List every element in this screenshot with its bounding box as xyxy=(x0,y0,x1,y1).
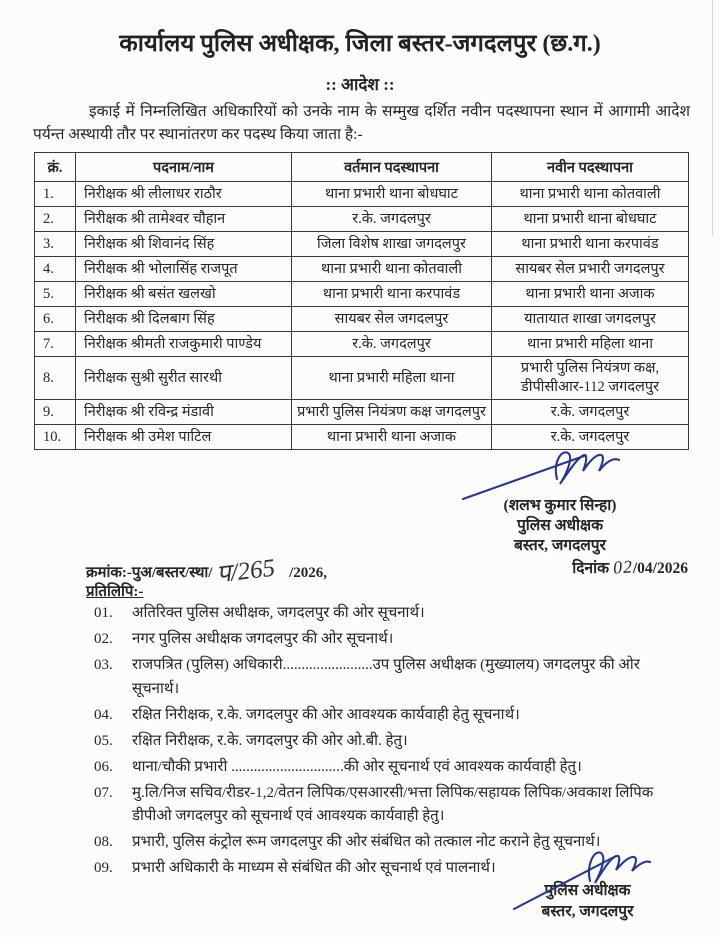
cell-new: थाना प्रभारी थाना कोतवाली xyxy=(492,182,689,207)
cell-current: र.के. जगदलपुर xyxy=(292,207,492,232)
cell-new: थाना प्रभारी थाना करपावंड xyxy=(492,232,689,257)
bottom-signatory-designation: पुलिस अधीक्षक xyxy=(544,882,631,899)
cell-sno: 2. xyxy=(35,207,76,232)
list-item-text: प्रभारी अधिकारी के माध्यम से संबंधित की ओर सूचनार्थ एवं पालनार्थ। xyxy=(132,860,496,876)
cell-new: र.के. जगदलपुर xyxy=(492,400,689,425)
date-rest: /04/2026 xyxy=(632,560,688,577)
reference-suffix: /2026, xyxy=(289,565,328,581)
col-header-name: पदनाम/नाम xyxy=(76,153,292,182)
cell-name: निरीक्षक श्री उमेश पाटिल xyxy=(76,425,292,450)
cell-name: निरीक्षक श्री बसंत खलखो xyxy=(76,282,292,307)
cell-sno: 10. xyxy=(35,425,76,450)
signatory-name: (शलभ कुमार सिन्हा) xyxy=(503,497,617,514)
cell-sno: 7. xyxy=(35,332,76,357)
signature-block-bottom xyxy=(480,843,695,922)
cell-name: निरीक्षक सुश्री सुरीत सारथी xyxy=(76,357,292,400)
table-row xyxy=(35,182,689,207)
cell-sno: 8. xyxy=(35,357,76,400)
list-item xyxy=(94,704,688,728)
cell-name: निरीक्षक श्री रविन्द्र मंडावी xyxy=(76,400,292,425)
list-item-number: 08. xyxy=(94,834,113,850)
office-title: कार्यालय पुलिस अधीक्षक, जिला बस्तर-जगदलपुर (छ.ग.) xyxy=(119,31,601,57)
cell-new: थाना प्रभारी महिला थाना xyxy=(492,332,689,357)
cell-name: निरीक्षक श्री भोलासिंह राजपूत xyxy=(76,257,292,282)
cell-name: निरीक्षक श्री तामेश्वर चौहान xyxy=(76,207,292,232)
cell-new: थाना प्रभारी थाना अजाक xyxy=(492,282,689,307)
reference-number-line xyxy=(86,551,328,589)
table-row xyxy=(35,400,689,425)
list-item xyxy=(94,628,688,652)
list-item-text: राजपत्रित (पुलिस) अधिकारी........................उप पुलिस अधीक्षक (मुख्यालय) जगदलपुर की ओर सूचनार्थ। xyxy=(132,657,640,697)
list-item-number: 02. xyxy=(94,631,113,647)
list-item xyxy=(94,756,688,780)
table-row xyxy=(35,357,689,400)
list-item-number: 06. xyxy=(94,758,113,775)
date-label: दिनांक xyxy=(572,560,609,577)
cell-new: थाना प्रभारी थाना बोधघाट xyxy=(492,207,689,232)
cell-sno: 3. xyxy=(35,232,76,257)
cell-name: निरीक्षक श्रीमती राजकुमारी पाण्डेय xyxy=(76,332,292,357)
list-item xyxy=(94,782,688,829)
cell-sno: 1. xyxy=(35,182,76,207)
list-item xyxy=(94,602,688,626)
list-item-number: 07. xyxy=(94,784,113,801)
list-item-text: रक्षित निरीक्षक, र.के. जगदलपुर की ओर ओ.बी. हेतु। xyxy=(132,732,408,749)
list-item-text: रक्षित निरीक्षक, र.के. जगदलपुर की ओर आवश्यक कार्यवाही हेतु सूचनार्थ। xyxy=(132,706,520,723)
cell-current: सायबर सेल जगदलपुर xyxy=(292,307,492,332)
cell-name: निरीक्षक श्री शिवानंद सिंह xyxy=(76,232,292,257)
list-item-text: नगर पुलिस अधीक्षक जगदलपुर की ओर सूचनार्थ। xyxy=(132,631,394,647)
cell-current: थाना प्रभारी महिला थाना xyxy=(292,357,492,400)
cell-new: सायबर सेल प्रभारी जगदलपुर xyxy=(492,257,689,282)
cell-sno: 9. xyxy=(35,400,76,425)
cell-current: र.के. जगदलपुर xyxy=(292,332,492,357)
order-date-line xyxy=(420,557,700,579)
table-row xyxy=(35,307,689,332)
table-row xyxy=(35,207,689,232)
list-item-text: अतिरिक्त पुलिस अधीक्षक, जगदलपुर की ओर सूचनार्थ। xyxy=(132,605,425,621)
transfer-table xyxy=(34,152,689,450)
handwritten-reference-number: प/265 xyxy=(215,554,277,589)
cell-current: थाना प्रभारी थाना करपावंड xyxy=(292,282,492,307)
list-item-number: 09. xyxy=(94,860,113,876)
handwritten-date-day: 02 xyxy=(612,556,634,578)
cell-name: निरीक्षक श्री दिलबाग सिंह xyxy=(76,307,292,332)
col-header-current: वर्तमान पदस्थापना xyxy=(292,153,492,182)
transfer-table-body xyxy=(35,182,689,450)
cell-current: थाना प्रभारी थाना अजाक xyxy=(292,425,492,450)
order-heading: :: आदेश :: xyxy=(325,75,395,94)
intro-paragraph: इकाई में निम्नलिखित अधिकारियों को उनके नाम के सम्मुख दर्शित नवीन पदस्थापना स्थान में आगामी आदेश पर्यन्त अस्थायी तौर पर स्थानांतरण कर पदस्थ किया जाता है:- xyxy=(33,103,690,143)
cell-new: र.के. जगदलपुर xyxy=(492,425,689,450)
col-header-sno: क्रं. xyxy=(35,153,76,182)
signature-ink-top xyxy=(460,444,635,502)
cell-new: यातायात शाखा जगदलपुर xyxy=(492,307,689,332)
cell-current: थाना प्रभारी थाना कोतवाली xyxy=(292,257,492,282)
bottom-signatory-location: बस्तर, जगदलपुर xyxy=(541,903,634,920)
list-item-number: 04. xyxy=(94,706,113,723)
cell-sno: 5. xyxy=(35,282,76,307)
cell-current: जिला विशेष शाखा जगदलपुर xyxy=(292,232,492,257)
cell-current: थाना प्रभारी थाना बोधघाट xyxy=(292,182,492,207)
cell-current: प्रभारी पुलिस नियंत्रण कक्ष जगदलपुर xyxy=(292,400,492,425)
cell-new: प्रभारी पुलिस नियंत्रण कक्ष, डीपीसीआर-112 जगदलपुर xyxy=(492,357,689,400)
list-item-number: 05. xyxy=(94,732,113,749)
signature-ink-bottom xyxy=(510,841,655,913)
list-item xyxy=(94,730,688,754)
table-header-row xyxy=(35,153,689,182)
table-row xyxy=(35,232,689,257)
list-item xyxy=(94,654,688,701)
list-item-number: 03. xyxy=(94,657,113,673)
signature-block-top xyxy=(420,448,700,579)
table-row xyxy=(35,332,689,357)
cell-sno: 6. xyxy=(35,307,76,332)
table-row xyxy=(35,282,689,307)
cell-name: निरीक्षक श्री लीलाधर राठौर xyxy=(76,182,292,207)
cell-sno: 4. xyxy=(35,257,76,282)
list-item-text: थाना/चौकी प्रभारी ..............................की ओर सूचनार्थ एवं आवश्यक कार्यवाही हेतु। xyxy=(132,758,582,775)
signatory-designation: पुलिस अधीक्षक xyxy=(516,517,604,534)
copies-heading: प्रतिलिपि:- xyxy=(86,584,144,600)
table-row xyxy=(35,257,689,282)
reference-prefix: क्रमांक:-पुअ/बस्तर/स्था/ xyxy=(86,565,213,581)
list-item-text: मु.लि/निज सचिव/रीडर-1,2/वेतन लिपिक/एसआरसी/भत्ता लिपिक/सहायक लिपिक/अवकाश लिपिक डीपीओ जगदलपुर को सूचनार्थ एवं आवश्यक कार्यवाही हेतु। xyxy=(132,784,654,824)
list-item-text: प्रभारी, पुलिस कंट्रोल रूम जगदलपुर की ओर संबंधित को तत्काल नोट कराने हेतु सूचनार्थ। xyxy=(132,834,601,850)
col-header-new: नवीन पदस्थापना xyxy=(492,153,689,182)
list-item-number: 01. xyxy=(94,605,113,621)
signatory-location: बस्तर, जगदलपुर xyxy=(514,537,606,554)
